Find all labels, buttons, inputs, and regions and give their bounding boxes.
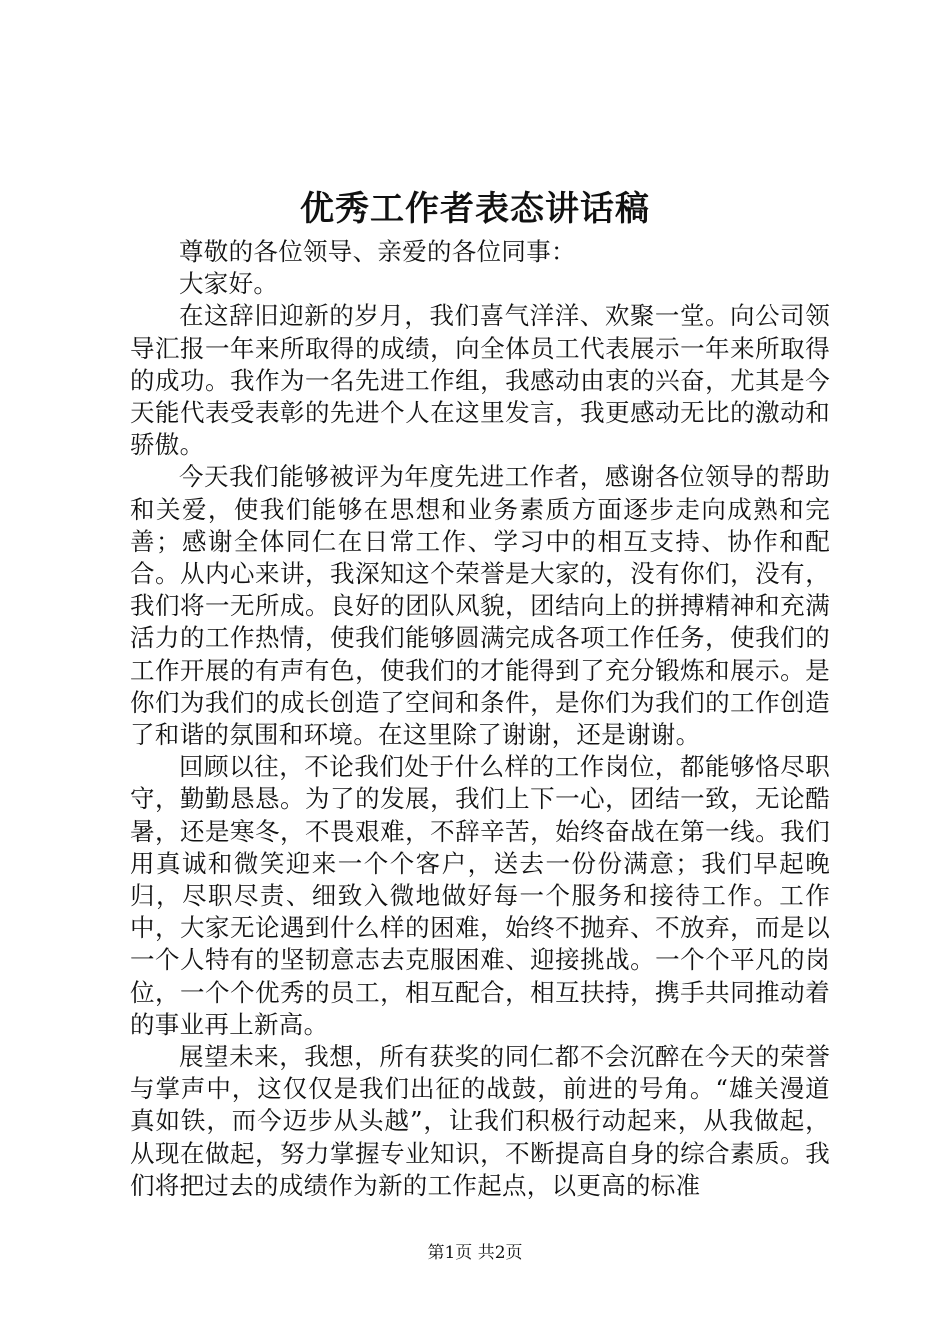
greeting-paragraph: 大家好。 bbox=[179, 269, 279, 299]
page-footer: 第1页 共2页 bbox=[427, 1243, 523, 1263]
document-title: 优秀工作者表态讲话稿 bbox=[300, 189, 650, 229]
body-paragraph: 展望未来，我想，所有获奖的同仁都不会沉醉在今天的荣誉与掌声中，这仅仅是我们出征的战鼓，前进的号角。“雄关漫道真如铁，而今迈步从头越”，让我们积极行动起来，从我做起，从现在做起，努力掌握专业知识，不断提高自身的综合素质。我们将把过去的成绩作为新的工作起点，以更高的标准 bbox=[130, 1042, 830, 1200]
body-paragraph: 今天我们能够被评为年度先进工作者，感谢各位领导的帮助和关爱，使我们能够在思想和业务素质方面逐步走向成熟和完善；感谢全体同仁在日常工作、学习中的相互支持、协作和配合。从内心来讲，我深知这个荣誉是大家的，没有你们，没有，我们将一无所成。良好的团队风貌，团结向上的拼搏精神和充满活力的工作热情，使我们能够圆满完成各项工作任务，使我们的工作开展的有声有色，使我们的才能得到了充分锻炼和展示。是你们为我们的成长创造了空间和条件，是你们为我们的工作创造了和谐的氛围和环境。在这里除了谢谢，还是谢谢。 bbox=[130, 462, 830, 750]
body-paragraph: 在这辞旧迎新的岁月，我们喜气洋洋、欢聚一堂。向公司领导汇报一年来所取得的成绩，向全体员工代表展示一年来所取得的成功。我作为一名先进工作组，我感动由衷的兴奋，尤其是今天能代表受表彰的先进个人在这里发言，我更感动无比的激动和骄傲。 bbox=[130, 301, 830, 460]
salutation-paragraph: 尊敬的各位领导、亲爱的各位同事： bbox=[179, 237, 576, 266]
body-paragraph: 回顾以往，不论我们处于什么样的工作岗位，都能够恪尽职守，勤勤恳恳。为了的发展，我们上下一心，团结一致，无论酷暑，还是寒冬，不畏艰难，不辞辛苦，始终奋战在第一线。我们用真诚和微笑迎来一个个客户，送去一份份满意；我们早起晚归，尽职尽责、细致入微地做好每一个服务和接待工作。工作中，大家无论遇到什么样的困难，始终不抛弃、不放弃，而是以一个人特有的坚韧意志去克服困难、迎接挑战。一个个平凡的岗位，一个个优秀的员工，相互配合，相互扶持，携手共同推动着的事业再上新高。 bbox=[130, 752, 830, 1039]
document-body bbox=[130, 236, 830, 1202]
